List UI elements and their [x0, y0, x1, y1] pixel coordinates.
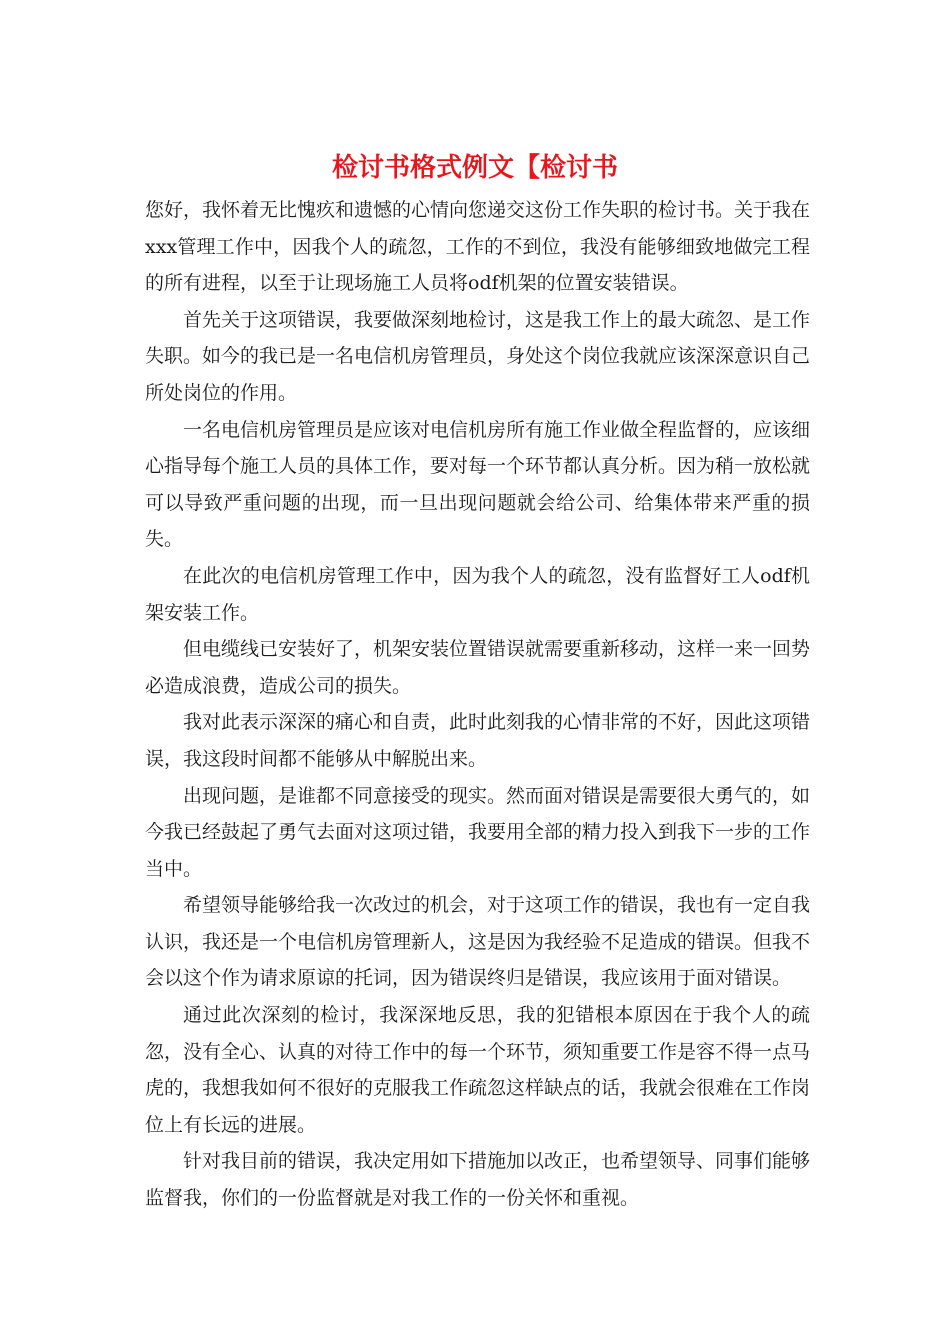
paragraph-9: 通过此次深刻的检讨，我深深地反思，我的犯错根本原因在于我个人的疏忽，没有全心、认真的对待工作中的每一个环节，须知重要工作是容不得一点马虎的，我想我如何不很好的克服我工作疏忽这样缺点的话，我就会很难在工作岗位上有长远的进展。 [145, 1004, 811, 1136]
paragraph-3: 一名电信机房管理员是应该对电信机房所有施工作业做全程监督的，应该细心指导每个施工人员的具体工作，要对每一个环节都认真分析。因为稍一放松就可以导致严重问题的出现，而一旦出现问题就会给公司、给集体带来严重的损失。 [145, 418, 811, 551]
paragraph-6: 我对此表示深深的痛心和自责，此时此刻我的心情非常的不好，因此这项错误，我这段时间都不能够从中解脱出来。 [145, 711, 811, 770]
document-title: 检讨书格式例文【检讨书 [331, 153, 618, 183]
paragraph-5: 但电缆线已安装好了，机架安装位置错误就需要重新移动，这样一来一回势必造成浪费，造成公司的损失。 [145, 638, 811, 697]
paragraph-4: 在此次的电信机房管理工作中，因为我个人的疏忽，没有监督好工人odf机架安装工作。 [145, 564, 810, 624]
paragraph-7: 出现问题，是谁都不同意接受的现实。然而面对错误是需要很大勇气的，如今我已经鼓起了勇气去面对这项过错，我要用全部的精力投入到我下一步的工作当中。 [145, 784, 811, 880]
paragraph-2: 首先关于这项错误，我要做深刻地检讨，这是我工作上的最大疏忽、是工作失职。如今的我已是一名电信机房管理员，身处这个岗位我就应该深深意识自己所处岗位的作用。 [145, 308, 811, 404]
paragraph-10: 针对我目前的错误，我决定用如下措施加以改正，也希望领导、同事们能够监督我，你们的一份监督就是对我工作的一份关怀和重视。 [145, 1150, 811, 1210]
paragraph-1: 您好，我怀着无比愧疚和遗憾的心情向您递交这份工作失职的检讨书。关于我在xxx管理工作中，因我个人的疏忽，工作的不到位，我没有能够细致地做完工程的所有进程，以至于让现场施工人员将odf机架的位置安装错误。 [145, 199, 811, 295]
paragraph-8: 希望领导能够给我一次改过的机会，对于这项工作的错误，我也有一定自我认识，我还是一个电信机房管理新人，这是因为我经验不足造成的错误。但我不会以这个作为请求原谅的托词，因为错误终归是错误，我应该用于面对错误。 [145, 894, 811, 990]
document-body [145, 192, 810, 1217]
